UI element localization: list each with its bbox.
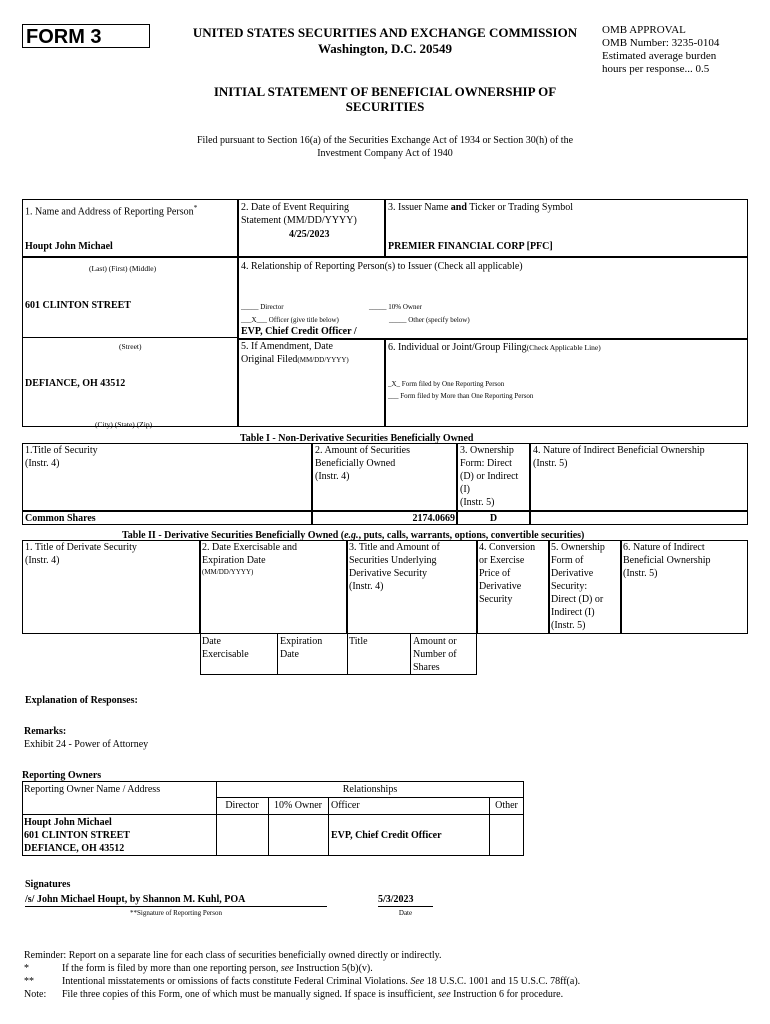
reporting-person-label — [25, 201, 197, 218]
owners-col-name: Reporting Owner Name / Address — [24, 784, 161, 795]
signature-value[interactable]: /s/ John Michael Houpt, by Shannon M. Kuhl, POA — [25, 894, 246, 905]
note-text: 18 U.S.C. 1001 and 15 U.S.C. 78ff(a). — [424, 976, 581, 987]
form-name: FORM 3 — [22, 24, 150, 48]
filed-line: Filed pursuant to Section 16(a) of the Securities Exchange Act of 1934 or Section 30(h) of the — [196, 135, 574, 146]
divider — [22, 814, 524, 815]
table2-col5-label: 5. Ownership — [551, 542, 605, 553]
agency-address: Washington, D.C. 20549 — [318, 41, 452, 56]
officer-checkbox[interactable]: ___X___ Officer (give title below) — [241, 316, 339, 324]
owners-col-relationships: Relationships — [342, 784, 398, 795]
other-checkbox[interactable]: _____ Other (specify below) — [389, 316, 470, 324]
table2-col4-label: Price of — [479, 568, 511, 579]
table1-title: Table I - Non-Derivative Securities Beneficially Owned — [240, 433, 474, 444]
owners-col-ten-percent: 10% Owner — [273, 800, 323, 811]
issuer-label — [388, 201, 573, 214]
agency-name: UNITED STATES SECURITIES AND EXCHANGE COMMISSION — [192, 25, 578, 40]
table1-col2-label: (Instr. 4) — [315, 471, 350, 482]
relationship-label: 4. Relationship of Reporting Person(s) to Issuer (Check all applicable) — [241, 261, 523, 272]
reporting-person-name[interactable]: Houpt John Michael — [25, 241, 113, 252]
table2-subheader-label: Expiration — [280, 636, 323, 647]
name-caption: (Last) (First) (Middle) — [89, 264, 157, 273]
table1-col3-label: (I) — [460, 484, 470, 495]
table2-col6-label: Beneficial Ownership — [623, 555, 711, 566]
security-title[interactable]: Common Shares — [25, 513, 96, 524]
filing-type-label — [388, 341, 601, 354]
table2-col5-label: Security: — [551, 581, 588, 592]
table2-col4-label: 4. Conversion — [479, 542, 536, 553]
note-text: File three copies of this Form, one of which must be manually signed. If space is insufficient, — [62, 989, 438, 1000]
explanation-heading: Explanation of Responses: — [25, 695, 138, 706]
note-text: Intentional misstatements or omissions of facts constitute Federal Criminal Violations. — [62, 976, 411, 987]
reporting-owners-heading: Reporting Owners — [22, 770, 102, 781]
city-state-zip[interactable]: DEFIANCE, OH 43512 — [25, 378, 126, 389]
table2-subheader-label: Shares — [413, 662, 440, 673]
table1-col3-label: Form: Direct — [460, 458, 512, 469]
table2-col3-label: 3. Title and Amount of — [349, 542, 440, 553]
note-text: If the form is filed by more than one reporting person, — [62, 963, 281, 974]
table1-col3-label: (D) or Indirect — [460, 471, 519, 482]
note-one — [62, 962, 373, 975]
divider — [328, 797, 329, 856]
amendment-label: 5. If Amendment, Date — [241, 341, 333, 352]
table2-col4-label: Derivative — [479, 581, 522, 592]
table2-col2-label: 2. Date Exercisable and — [202, 542, 297, 553]
note-two — [62, 975, 580, 988]
table1-col2-label: Beneficially Owned — [315, 458, 396, 469]
table2-title-eg: e.g. — [344, 530, 359, 541]
event-date-label: Statement (MM/DD/YYYY) — [241, 215, 357, 226]
table2-subheader-label: Date — [280, 649, 299, 660]
table2-col6-label: (Instr. 5) — [623, 568, 658, 579]
note-marker: Note: — [24, 989, 47, 1000]
form-title-line: INITIAL STATEMENT OF BENEFICIAL OWNERSHIP OF — [213, 84, 557, 99]
filed-pursuant — [160, 134, 610, 160]
event-date-label: 2. Date of Event Requiring — [241, 202, 350, 213]
asterisk-mark: * — [193, 203, 198, 212]
issuer-label-text: 3. Issuer Name — [388, 202, 451, 213]
remarks-text: Exhibit 24 - Power of Attorney — [24, 739, 149, 750]
table2-col2-label: (MM/DD/YYYY) — [202, 568, 254, 576]
note-text: Instruction 5(b)(v). — [293, 963, 373, 974]
date-caption: Date — [398, 909, 413, 917]
ten-percent-owner-checkbox[interactable]: _____ 10% Owner — [369, 303, 422, 311]
amendment-date-format: (MM/DD/YYYY) — [297, 356, 349, 364]
note-marker: ** — [24, 976, 34, 987]
filed-line: Investment Company Act of 1940 — [317, 148, 453, 159]
officer-title[interactable]: EVP, Chief Credit Officer / — [241, 326, 357, 337]
table2-subheader-label: Exercisable — [202, 649, 249, 660]
securities-amount[interactable]: 2174.0669 — [412, 513, 455, 524]
note-text: Instruction 6 for procedure. — [450, 989, 564, 1000]
filing-label-text: 6. Individual or Joint/Group Filing — [388, 342, 527, 353]
street-caption: (Street) — [119, 342, 142, 351]
issuer-label-and: and — [450, 202, 467, 213]
owner-officer-title: EVP, Chief Credit Officer — [331, 830, 442, 841]
table2-col4-label: Security — [479, 594, 513, 605]
owners-col-director: Director — [225, 800, 259, 811]
table2-col3-label: (Instr. 4) — [349, 581, 384, 592]
table2-col5-label: Direct (D) or — [551, 594, 604, 605]
table2-col1-label: 1. Title of Derivate Security — [25, 542, 137, 553]
table2-col5-label: Indirect (I) — [551, 607, 595, 618]
issuer-label-text: Ticker or Trading Symbol — [466, 202, 574, 213]
omb-line: OMB Number: 3235-0104 — [602, 37, 720, 49]
table1-col3-label: 3. Ownership — [460, 445, 514, 456]
table1-col3-label: (Instr. 5) — [460, 497, 495, 508]
owners-col-other: Other — [495, 800, 518, 811]
form-title — [170, 84, 600, 114]
filing-option-multiple[interactable]: ___ Form filed by More than One Reporting Person — [388, 392, 534, 400]
note-see: see — [280, 963, 294, 974]
issuer-name[interactable]: PREMIER FINANCIAL CORP [PFC] — [388, 241, 553, 252]
note-see: See — [410, 976, 425, 987]
table2-col4-label: or Exercise — [479, 555, 525, 566]
omb-line: Estimated average burden — [602, 50, 717, 62]
table2-col5-label: Form of — [551, 555, 584, 566]
note-three — [62, 988, 563, 1001]
owner-name: Houpt John Michael — [24, 817, 112, 828]
table1-col2-label: 2. Amount of Securities — [315, 445, 410, 456]
city-caption: (City) (State) (Zip) — [95, 420, 153, 429]
filing-option-one[interactable]: _X_ Form filed by One Reporting Person — [388, 380, 505, 388]
note-see: see — [437, 989, 451, 1000]
table2-subheader-label: Amount or — [413, 636, 457, 647]
owners-col-officer: Officer — [331, 800, 360, 811]
signature-date[interactable]: 5/3/2023 — [378, 894, 414, 905]
table2-col5-label: (Instr. 5) — [551, 620, 586, 631]
ownership-form[interactable]: D — [489, 513, 498, 524]
table2-col3-label: Securities Underlying — [349, 555, 437, 566]
director-checkbox[interactable]: _____ Director — [241, 303, 284, 311]
owner-city: DEFIANCE, OH 43512 — [24, 843, 125, 854]
signature-caption: **Signature of Reporting Person — [130, 909, 222, 917]
filing-label-note: (Check Applicable Line) — [526, 343, 601, 352]
table1-col4-label: 4. Nature of Indirect Beneficial Ownership — [533, 445, 705, 456]
event-date-value[interactable]: 4/25/2023 — [289, 229, 330, 240]
omb-line: hours per response... 0.5 — [602, 63, 710, 75]
table2-col5-label: Derivative — [551, 568, 594, 579]
divider — [22, 337, 238, 338]
owner-street: 601 CLINTON STREET — [24, 830, 130, 841]
reminder-text: Reminder: Report on a separate line for each class of securities beneficially owned directly or indirectly. — [24, 950, 442, 961]
reporting-person-label-text: 1. Name and Address of Reporting Person — [25, 206, 194, 218]
table-cell — [530, 511, 748, 525]
amendment-label-text: Original Filed — [241, 354, 298, 365]
table2-col6-label: 6. Nature of Indirect — [623, 542, 705, 553]
omb-approval — [602, 24, 719, 76]
omb-line: OMB APPROVAL — [602, 24, 686, 36]
table2-title-text: , puts, calls, warrants, options, convertible securities) — [358, 530, 585, 541]
table2-col1-label: (Instr. 4) — [25, 555, 60, 566]
table1-col4-label: (Instr. 5) — [533, 458, 568, 469]
street-address[interactable]: 601 CLINTON STREET — [25, 300, 131, 311]
amendment-label — [241, 353, 349, 367]
note-marker: * — [24, 963, 29, 974]
form-title-line: SECURITIES — [345, 99, 425, 114]
table2-subheader-label: Title — [349, 636, 368, 647]
table1-col1-label: (Instr. 4) — [25, 458, 60, 469]
agency-header — [160, 25, 610, 57]
table2-col3-label: Derivative Security — [349, 568, 428, 579]
table1-col1-label: 1.Title of Security — [25, 445, 98, 456]
remarks-heading: Remarks: — [24, 726, 67, 737]
table2-subheader-label: Number of — [413, 649, 457, 660]
table2-title-text: Table II - Derivative Securities Beneficially Owned ( — [122, 530, 345, 541]
divider — [216, 797, 524, 798]
table2-col2-label: Expiration Date — [202, 555, 266, 566]
table2-subheader-label: Date — [202, 636, 221, 647]
signatures-heading: Signatures — [25, 879, 71, 890]
